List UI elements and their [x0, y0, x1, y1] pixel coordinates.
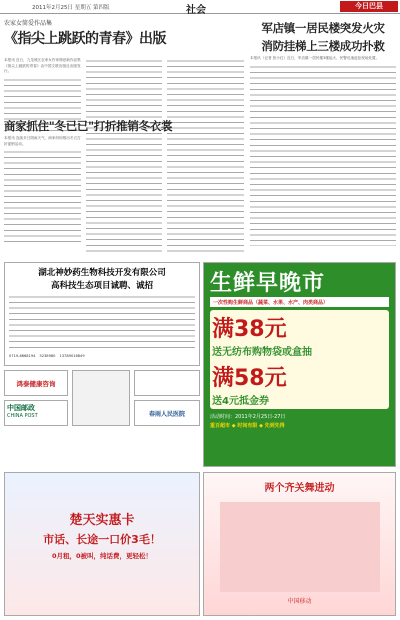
ad-telecom	[4, 472, 200, 616]
ad-telecom-line: 0月租，0被叫，纯话费，更轻松！	[51, 552, 153, 560]
article-column	[167, 136, 244, 256]
article-fire-body	[250, 56, 396, 256]
article-title-line: 军店镇一居民楼突发火灾	[261, 21, 385, 35]
ad-small-1	[4, 370, 68, 396]
ad-mobile	[203, 472, 396, 616]
ad-small-2	[4, 400, 68, 426]
ad-fresh-offer1-desc: 送无纺布购物袋或盒抽	[212, 347, 312, 358]
ad-fresh-offer2: 满58元	[212, 366, 287, 391]
ad-phones	[5, 352, 199, 360]
article-text-block	[4, 149, 81, 245]
ad-headline: 高科技生态项目诚聘、诚招	[50, 281, 153, 291]
ad-phone: 0719-8668194	[9, 354, 36, 358]
article-winter-sale	[4, 118, 244, 134]
ad-fresh-offer2-desc: 送4元抵金券	[212, 396, 269, 407]
ad-small-image	[72, 370, 130, 426]
ad-telecom-headline: 楚天实惠卡	[69, 513, 135, 528]
ad-mobile-footer: 中国移动	[287, 598, 312, 605]
ad-small-image	[134, 370, 200, 396]
ad-fresh-brand: 生鲜早晚市	[210, 270, 326, 296]
ad-body-text	[9, 294, 195, 352]
ad-small-label: 中国邮政	[7, 404, 35, 412]
ad-mobile-image	[220, 502, 380, 592]
article-winter-body	[4, 136, 244, 256]
article-lead: 本报讯（记者 张小红）近日，军店镇一居民楼3楼起火，民警迅速赶赴现场处置。	[250, 56, 380, 60]
ad-small-label: 春雨人民医院	[148, 410, 185, 418]
ad-fresh-offer-box	[210, 310, 389, 409]
ad-company-name: 湖北神妙药生物科技开发有限公司	[38, 268, 166, 278]
ad-small-3	[134, 400, 200, 426]
article-title: 商家抓住"冬已已"打折推销冬衣裳	[4, 119, 173, 133]
article-lead: 本报讯 连续多日阴雨天气，商家纷纷推出冬衣打折促销活动。	[4, 136, 81, 146]
section-title: 社会	[186, 5, 206, 16]
article-kicker: 农家女简爱作品集	[4, 20, 53, 27]
ad-telecom-line: 市话、长途一口价3毛！	[43, 533, 161, 546]
ad-fresh-period: 活动时间：2011年2月25日-27日	[210, 414, 286, 420]
article-title-line: 消防挂梯上三楼成功扑救	[261, 39, 385, 53]
article-text-block	[250, 64, 396, 246]
issue-date: 2011年2月25日 星期五 第四版	[32, 5, 110, 11]
article-lead: 本报讯 近日，九龙坡区农家女作家简爱新作品集《指尖上跳跃的青春》由中国文联出版社出版发行。	[4, 58, 81, 74]
ad-mobile-headline: 两个齐关舞进动	[264, 483, 335, 494]
newspaper-logo: 今日巴县	[340, 1, 398, 12]
article-fire	[250, 20, 396, 54]
ad-fresh-promo-line: 一次性购生鲜商品（蔬菜、水果、水产、肉类商品）	[210, 297, 389, 307]
ad-telecom-text	[5, 509, 199, 560]
ad-fresh-footer: 重百超市 ◆ 时间有限 ◆ 先到先得	[210, 423, 285, 429]
ad-phone: 13789016849	[59, 354, 85, 358]
ad-fresh-offer1: 满38元	[212, 317, 287, 342]
page-header	[0, 0, 400, 14]
article-title: 《指尖上跳跃的青春》出版	[4, 31, 166, 47]
article-book-release	[4, 18, 244, 48]
ad-small-label: 鸿泰健康咨询	[16, 379, 56, 388]
article-column	[86, 136, 163, 256]
article-column	[4, 136, 81, 256]
ad-small-label: CHINA POST	[7, 413, 38, 419]
ad-fresh-market	[203, 262, 396, 467]
ad-phone: 5238980	[39, 354, 56, 358]
ad-recruitment	[4, 262, 200, 366]
ad-fresh-header	[210, 267, 389, 295]
